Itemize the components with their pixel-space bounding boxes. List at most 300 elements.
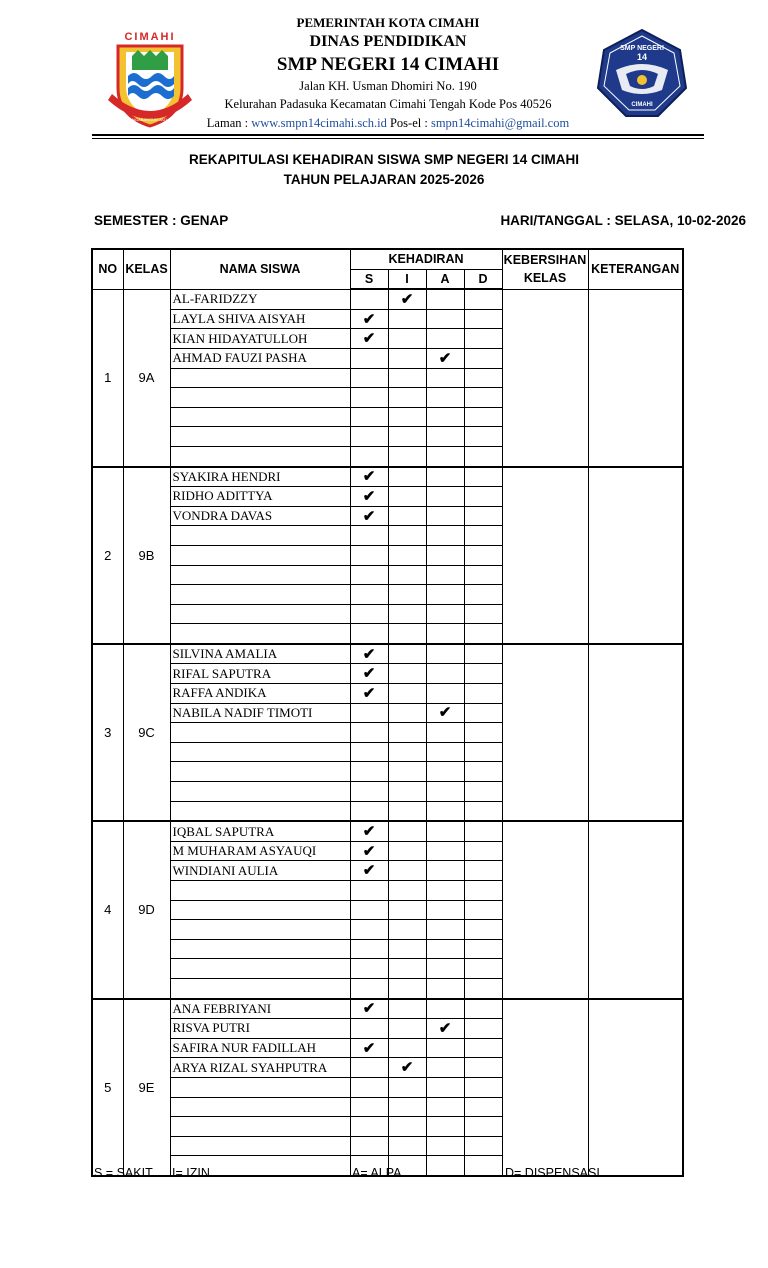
status-cell-i xyxy=(388,1077,426,1097)
status-cell-s xyxy=(350,585,388,605)
status-cell-i xyxy=(388,999,426,1019)
status-cell-s xyxy=(350,565,388,585)
status-cell-a xyxy=(426,1038,464,1058)
status-cell-s xyxy=(350,821,388,841)
student-name xyxy=(170,978,350,998)
check-mark-icon: ✔ xyxy=(400,1059,414,1077)
status-cell-i xyxy=(388,723,426,743)
web-label: Laman : xyxy=(206,116,249,130)
status-cell-d xyxy=(464,309,502,329)
status-cell-i xyxy=(388,545,426,565)
status-cell-d xyxy=(464,446,502,466)
status-cell-a xyxy=(426,329,464,349)
status-cell-s xyxy=(350,545,388,565)
status-cell-a xyxy=(426,1058,464,1078)
kebersihan-cell xyxy=(502,999,588,1176)
status-cell-i xyxy=(388,821,426,841)
status-cell-i xyxy=(388,309,426,329)
status-cell-s xyxy=(350,999,388,1019)
gov-name: PEMERINTAH KOTA CIMAHI xyxy=(296,15,480,30)
status-cell-i xyxy=(388,684,426,704)
status-cell-a xyxy=(426,801,464,821)
status-cell-i xyxy=(388,487,426,507)
status-cell-d xyxy=(464,1058,502,1078)
status-cell-a xyxy=(426,723,464,743)
status-cell-d xyxy=(464,585,502,605)
status-cell-a xyxy=(426,289,464,309)
status-cell-a xyxy=(426,1136,464,1156)
status-cell-d xyxy=(464,801,502,821)
status-cell-d xyxy=(464,959,502,979)
status-cell-d xyxy=(464,841,502,861)
email-link[interactable]: smpn14cimahi@gmail.com xyxy=(430,116,570,130)
status-cell-a xyxy=(426,920,464,940)
student-name xyxy=(170,526,350,546)
status-cell-d xyxy=(464,604,502,624)
status-cell-d xyxy=(464,644,502,664)
check-mark-icon: ✔ xyxy=(362,310,376,328)
status-cell-i xyxy=(388,329,426,349)
status-cell-a xyxy=(426,1097,464,1117)
status-cell-i xyxy=(388,407,426,427)
status-cell-s xyxy=(350,644,388,664)
kebersihan-line-1: KEBERSIHAN xyxy=(503,253,587,268)
status-cell-a xyxy=(426,861,464,881)
status-cell-i xyxy=(388,742,426,762)
status-cell-i xyxy=(388,427,426,447)
address-line-2: Kelurahan Padasuka Kecamatan Cimahi Tengah Kode Pos 40526 xyxy=(224,97,552,111)
status-cell-s xyxy=(350,782,388,802)
student-name xyxy=(170,446,350,466)
status-cell-s xyxy=(350,289,388,309)
doc-title: REKAPITULASI KEHADIRAN SISWA SMP NEGERI 14 CIMAHI xyxy=(188,152,580,167)
status-cell-i xyxy=(388,585,426,605)
attendance-table xyxy=(91,248,684,1177)
student-name xyxy=(170,604,350,624)
status-cell-i xyxy=(388,467,426,487)
website-link[interactable]: www.smpn14cimahi.sch.id xyxy=(251,116,387,130)
student-name: SYAKIRA HENDRI xyxy=(170,467,350,487)
student-name: ANA FEBRIYANI xyxy=(170,999,350,1019)
status-cell-d xyxy=(464,545,502,565)
group-kelas: 9C xyxy=(123,644,170,821)
status-cell-a xyxy=(426,1117,464,1137)
status-cell-s xyxy=(350,959,388,979)
legend-izin: I= IZIN xyxy=(172,1166,210,1180)
status-cell-i xyxy=(388,762,426,782)
student-name: RIDHO ADITTYA xyxy=(170,487,350,507)
status-cell-s xyxy=(350,446,388,466)
table-row xyxy=(92,644,683,664)
status-cell-s xyxy=(350,801,388,821)
status-cell-d xyxy=(464,487,502,507)
kebersihan-cell xyxy=(502,821,588,998)
status-cell-s xyxy=(350,467,388,487)
student-name xyxy=(170,388,350,408)
status-cell-s xyxy=(350,881,388,901)
status-cell-d xyxy=(464,1097,502,1117)
group-kelas: 9B xyxy=(123,467,170,644)
status-cell-i xyxy=(388,604,426,624)
status-cell-s xyxy=(350,742,388,762)
student-name xyxy=(170,368,350,388)
status-cell-a xyxy=(426,664,464,684)
student-name: RISVA PUTRI xyxy=(170,1019,350,1039)
status-cell-d xyxy=(464,782,502,802)
student-name xyxy=(170,881,350,901)
student-name xyxy=(170,900,350,920)
status-cell-i xyxy=(388,368,426,388)
status-cell-a xyxy=(426,762,464,782)
kebersihan-line-2: KELAS xyxy=(523,271,567,286)
check-mark-icon: ✔ xyxy=(362,1039,376,1057)
status-cell-a xyxy=(426,999,464,1019)
status-cell-s xyxy=(350,684,388,704)
group-kelas: 9D xyxy=(123,821,170,998)
legend-alpa: A= ALPA xyxy=(352,1166,402,1180)
check-mark-icon: ✔ xyxy=(362,684,376,702)
status-cell-a xyxy=(426,1019,464,1039)
col-header-no: NO xyxy=(92,249,123,289)
status-cell-d xyxy=(464,1019,502,1039)
status-cell-d xyxy=(464,427,502,447)
status-cell-a xyxy=(426,624,464,644)
group-kelas: 9A xyxy=(123,289,170,466)
student-name: WINDIANI AULIA xyxy=(170,861,350,881)
group-no: 2 xyxy=(92,467,123,644)
status-cell-s xyxy=(350,664,388,684)
status-cell-a xyxy=(426,939,464,959)
status-cell-s xyxy=(350,920,388,940)
col-header-kebersihan xyxy=(502,249,588,289)
student-name: NABILA NADIF TIMOTI xyxy=(170,703,350,723)
col-header-kelas: KELAS xyxy=(123,249,170,289)
status-cell-i xyxy=(388,920,426,940)
status-cell-s xyxy=(350,1136,388,1156)
status-cell-i xyxy=(388,348,426,368)
keterangan-cell xyxy=(588,289,683,466)
status-cell-a xyxy=(426,841,464,861)
status-cell-a xyxy=(426,526,464,546)
status-cell-s xyxy=(350,1038,388,1058)
date-label: HARI/TANGGAL : SELASA, 10-02-2026 xyxy=(500,213,746,228)
status-cell-s xyxy=(350,1058,388,1078)
logo-right-bottom: CIMAHI xyxy=(631,102,653,108)
student-name xyxy=(170,565,350,585)
status-cell-d xyxy=(464,467,502,487)
status-cell-a xyxy=(426,900,464,920)
student-name: SAFIRA NUR FADILLAH xyxy=(170,1038,350,1058)
student-name: RIFAL SAPUTRA xyxy=(170,664,350,684)
keterangan-cell xyxy=(588,467,683,644)
status-cell-i xyxy=(388,624,426,644)
status-cell-i xyxy=(388,782,426,802)
col-header-kehadiran: KEHADIRAN xyxy=(350,249,502,269)
attendance-table-body xyxy=(92,289,683,1176)
student-name: AL-FARIDZZY xyxy=(170,289,350,309)
check-mark-icon: ✔ xyxy=(362,823,376,841)
col-header-i: I xyxy=(388,269,426,289)
status-cell-s xyxy=(350,329,388,349)
student-name: KIAN HIDAYATULLOH xyxy=(170,329,350,349)
table-row xyxy=(92,999,683,1019)
status-cell-s xyxy=(350,723,388,743)
table-row xyxy=(92,289,683,309)
student-name xyxy=(170,723,350,743)
status-cell-a xyxy=(426,978,464,998)
check-mark-icon: ✔ xyxy=(362,1000,376,1018)
status-cell-a xyxy=(426,821,464,841)
status-cell-i xyxy=(388,664,426,684)
check-mark-icon: ✔ xyxy=(438,704,452,722)
status-cell-d xyxy=(464,1077,502,1097)
student-name xyxy=(170,782,350,802)
student-name xyxy=(170,742,350,762)
status-cell-i xyxy=(388,1136,426,1156)
group-no: 3 xyxy=(92,644,123,821)
status-cell-d xyxy=(464,900,502,920)
status-cell-a xyxy=(426,427,464,447)
status-cell-i xyxy=(388,959,426,979)
status-cell-s xyxy=(350,368,388,388)
status-cell-i xyxy=(388,1019,426,1039)
student-name: ARYA RIZAL SYAHPUTRA xyxy=(170,1058,350,1078)
status-cell-d xyxy=(464,723,502,743)
status-cell-s xyxy=(350,1019,388,1039)
status-cell-d xyxy=(464,1136,502,1156)
status-cell-a xyxy=(426,348,464,368)
logo-right-num: 14 xyxy=(636,52,648,62)
status-cell-i xyxy=(388,1058,426,1078)
col-header-d: D xyxy=(464,269,502,289)
student-name xyxy=(170,762,350,782)
col-header-nama: NAMA SISWA xyxy=(170,249,350,289)
status-cell-i xyxy=(388,565,426,585)
status-cell-d xyxy=(464,368,502,388)
status-cell-d xyxy=(464,664,502,684)
col-header-keterangan: KETERANGAN xyxy=(588,249,683,289)
status-cell-a xyxy=(426,742,464,762)
letterhead-rule-thin xyxy=(92,138,704,139)
group-kelas: 9E xyxy=(123,999,170,1176)
student-name xyxy=(170,585,350,605)
student-name: IQBAL SAPUTRA xyxy=(170,821,350,841)
legend-sakit: S = SAKIT xyxy=(94,1166,153,1180)
check-mark-icon: ✔ xyxy=(362,665,376,683)
status-cell-i xyxy=(388,1038,426,1058)
col-header-a: A xyxy=(426,269,464,289)
logo-right-top: SMP NEGERI xyxy=(620,45,664,52)
status-cell-i xyxy=(388,939,426,959)
status-cell-i xyxy=(388,900,426,920)
student-name: AHMAD FAUZI PASHA xyxy=(170,348,350,368)
status-cell-s xyxy=(350,900,388,920)
status-cell-s xyxy=(350,978,388,998)
status-cell-d xyxy=(464,329,502,349)
student-name xyxy=(170,1097,350,1117)
status-cell-s xyxy=(350,1077,388,1097)
status-cell-s xyxy=(350,1097,388,1117)
status-cell-s xyxy=(350,487,388,507)
student-name: SILVINA AMALIA xyxy=(170,644,350,664)
status-cell-s xyxy=(350,604,388,624)
status-cell-s xyxy=(350,861,388,881)
student-name xyxy=(170,1136,350,1156)
status-cell-d xyxy=(464,999,502,1019)
doc-subtitle: TAHUN PELAJARAN 2025-2026 xyxy=(283,172,485,187)
check-mark-icon: ✔ xyxy=(362,862,376,880)
status-cell-a xyxy=(426,446,464,466)
status-cell-i xyxy=(388,526,426,546)
contact-line xyxy=(160,116,616,131)
status-cell-a xyxy=(426,506,464,526)
address-line-1: Jalan KH. Usman Dhomiri No. 190 xyxy=(299,79,477,93)
student-name xyxy=(170,1077,350,1097)
status-cell-a xyxy=(426,782,464,802)
status-cell-a xyxy=(426,644,464,664)
status-cell-d xyxy=(464,939,502,959)
kebersihan-cell xyxy=(502,644,588,821)
email-label: Pos-el : xyxy=(389,116,428,130)
logo-left-motto: SALUYU NGABANGUN JATI NAGARA xyxy=(115,117,185,122)
check-mark-icon: ✔ xyxy=(438,1019,452,1037)
status-cell-i xyxy=(388,841,426,861)
status-cell-s xyxy=(350,427,388,447)
status-cell-d xyxy=(464,703,502,723)
group-no: 5 xyxy=(92,999,123,1176)
student-name xyxy=(170,801,350,821)
status-cell-d xyxy=(464,407,502,427)
status-cell-d xyxy=(464,348,502,368)
col-header-s: S xyxy=(350,269,388,289)
status-cell-d xyxy=(464,506,502,526)
table-row xyxy=(92,467,683,487)
status-cell-i xyxy=(388,1117,426,1137)
status-cell-a xyxy=(426,604,464,624)
kebersihan-cell xyxy=(502,289,588,466)
student-name: VONDRA DAVAS xyxy=(170,506,350,526)
student-name xyxy=(170,407,350,427)
status-cell-s xyxy=(350,506,388,526)
student-name xyxy=(170,624,350,644)
status-cell-d xyxy=(464,289,502,309)
status-cell-s xyxy=(350,1117,388,1137)
status-cell-d xyxy=(464,1117,502,1137)
check-mark-icon: ✔ xyxy=(362,487,376,505)
status-cell-i xyxy=(388,801,426,821)
student-name: M MUHARAM ASYAUQI xyxy=(170,841,350,861)
student-name: LAYLA SHIVA AISYAH xyxy=(170,309,350,329)
status-cell-d xyxy=(464,565,502,585)
keterangan-cell xyxy=(588,821,683,998)
status-cell-a xyxy=(426,881,464,901)
logo-left-text: CIMAHI xyxy=(124,31,176,43)
table-row xyxy=(92,821,683,841)
status-cell-s xyxy=(350,309,388,329)
dept-name: DINAS PENDIDIKAN xyxy=(309,33,467,50)
school-name: SMP NEGERI 14 CIMAHI xyxy=(276,54,500,75)
status-cell-s xyxy=(350,841,388,861)
status-cell-i xyxy=(388,644,426,664)
status-cell-s xyxy=(350,624,388,644)
status-cell-d xyxy=(464,624,502,644)
status-cell-a xyxy=(426,545,464,565)
status-cell-i xyxy=(388,1097,426,1117)
status-cell-i xyxy=(388,289,426,309)
student-name xyxy=(170,939,350,959)
status-cell-a xyxy=(426,684,464,704)
group-no: 1 xyxy=(92,289,123,466)
status-cell-s xyxy=(350,526,388,546)
student-name xyxy=(170,959,350,979)
semester-label: SEMESTER : GENAP xyxy=(94,213,229,228)
status-cell-a xyxy=(426,565,464,585)
status-cell-d xyxy=(464,1038,502,1058)
status-cell-s xyxy=(350,388,388,408)
status-cell-d xyxy=(464,821,502,841)
student-name xyxy=(170,427,350,447)
status-cell-i xyxy=(388,446,426,466)
kebersihan-cell xyxy=(502,467,588,644)
status-cell-d xyxy=(464,526,502,546)
status-cell-i xyxy=(388,861,426,881)
status-cell-a xyxy=(426,1156,464,1176)
check-mark-icon: ✔ xyxy=(362,330,376,348)
check-mark-icon: ✔ xyxy=(362,842,376,860)
status-cell-s xyxy=(350,348,388,368)
status-cell-s xyxy=(350,762,388,782)
status-cell-a xyxy=(426,1077,464,1097)
status-cell-a xyxy=(426,467,464,487)
status-cell-a xyxy=(426,368,464,388)
student-name: RAFFA ANDIKA xyxy=(170,684,350,704)
status-cell-i xyxy=(388,978,426,998)
letterhead-rule-thick xyxy=(92,134,704,136)
check-mark-icon: ✔ xyxy=(362,645,376,663)
status-cell-a xyxy=(426,309,464,329)
status-cell-d xyxy=(464,881,502,901)
check-mark-icon: ✔ xyxy=(438,349,452,367)
status-cell-d xyxy=(464,1156,502,1176)
status-cell-i xyxy=(388,703,426,723)
check-mark-icon: ✔ xyxy=(400,290,414,308)
status-cell-i xyxy=(388,881,426,901)
status-cell-d xyxy=(464,388,502,408)
status-cell-a xyxy=(426,959,464,979)
status-cell-a xyxy=(426,388,464,408)
keterangan-cell xyxy=(588,644,683,821)
status-cell-d xyxy=(464,861,502,881)
status-cell-d xyxy=(464,742,502,762)
student-name xyxy=(170,920,350,940)
legend-dispensasi: D= DISPENSASI xyxy=(505,1166,600,1180)
check-mark-icon: ✔ xyxy=(362,468,376,486)
status-cell-a xyxy=(426,703,464,723)
status-cell-d xyxy=(464,684,502,704)
keterangan-cell xyxy=(588,999,683,1176)
status-cell-a xyxy=(426,487,464,507)
status-cell-s xyxy=(350,939,388,959)
student-name xyxy=(170,545,350,565)
student-name xyxy=(170,1117,350,1137)
check-mark-icon: ✔ xyxy=(362,507,376,525)
status-cell-a xyxy=(426,407,464,427)
status-cell-i xyxy=(388,388,426,408)
group-no: 4 xyxy=(92,821,123,998)
status-cell-a xyxy=(426,585,464,605)
status-cell-i xyxy=(388,506,426,526)
status-cell-d xyxy=(464,978,502,998)
